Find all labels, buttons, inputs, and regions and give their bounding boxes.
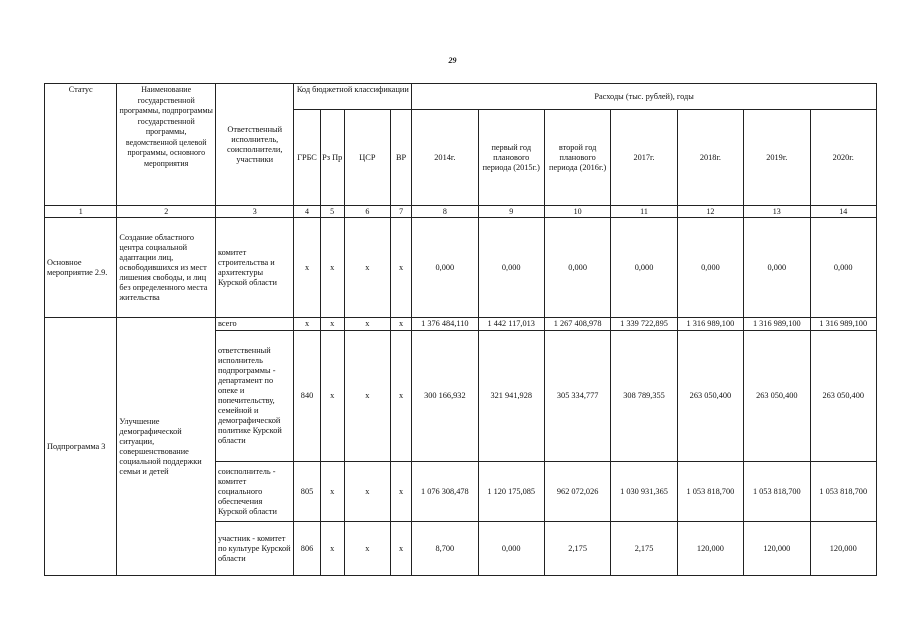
row-value-2020: 1 053 818,700	[810, 462, 877, 522]
header-expenses: Расходы (тыс. рублей), годы	[412, 84, 877, 110]
row-value-2017: 1 339 722,895	[611, 318, 677, 331]
row-value-2019: 1 316 989,100	[744, 318, 810, 331]
header-2014: 2014г.	[412, 110, 478, 206]
event-vr: х	[391, 218, 412, 318]
header-vr: ВР	[391, 110, 412, 206]
row-csr: х	[344, 331, 390, 462]
row-value-2014: 1 376 484,110	[412, 318, 478, 331]
row-rzpr: х	[320, 331, 344, 462]
header-row-1	[45, 84, 877, 110]
col-number: 6	[344, 206, 390, 218]
col-number: 11	[611, 206, 677, 218]
row-grbs: 840	[294, 331, 320, 462]
row-responsible: участник - комитет по культуре Курской области	[216, 522, 294, 576]
row-value-2015: 321 941,928	[478, 331, 544, 462]
row-value-2019: 1 053 818,700	[744, 462, 810, 522]
header-2020: 2020г.	[810, 110, 877, 206]
header-2018: 2018г.	[677, 110, 743, 206]
subprogram-name: Улучшение демографической ситуации, совершенствование социальной поддержки семьи и детей	[117, 318, 216, 576]
row-value-2016: 1 267 408,978	[544, 318, 610, 331]
header-2016: второй год планового периода (2016г.)	[544, 110, 610, 206]
header-responsible: Ответственный исполнитель, соисполнители, участники	[216, 84, 294, 206]
col-number: 14	[810, 206, 877, 218]
row-vr: х	[391, 318, 412, 331]
header-rzpr: Рз Пр	[320, 110, 344, 206]
row-rzpr: х	[320, 318, 344, 331]
header-name: Наименование государственной программы, подпрограммы государственной программы, ведомственной целевой программы, основного мероприятия	[117, 84, 216, 206]
table-row-subprogram-total	[45, 318, 877, 331]
page-number: 29	[448, 56, 457, 65]
header-2017: 2017г.	[611, 110, 677, 206]
row-responsible: соисполнитель - комитет социального обеспечения Курской области	[216, 462, 294, 522]
row-value-2018: 120,000	[677, 522, 743, 576]
row-rzpr: х	[320, 522, 344, 576]
row-grbs: х	[294, 318, 320, 331]
col-number: 1	[45, 206, 117, 218]
row-value-2015: 1 120 175,085	[478, 462, 544, 522]
row-value-2014: 300 166,932	[412, 331, 478, 462]
header-grbs: ГРБС	[294, 110, 320, 206]
row-value-2020: 263 050,400	[810, 331, 877, 462]
header-2015: первый год планового периода (2015г.)	[478, 110, 544, 206]
row-value-2017: 308 789,355	[611, 331, 677, 462]
event-value-2019: 0,000	[744, 218, 810, 318]
row-responsible: ответственный исполнитель подпрограммы - департамент по опеке и попечительству, семейной и демографической политике Курской области	[216, 331, 294, 462]
col-number: 5	[320, 206, 344, 218]
col-number: 8	[412, 206, 478, 218]
row-vr: х	[391, 522, 412, 576]
row-vr: х	[391, 331, 412, 462]
table-row-event-2-9	[45, 218, 877, 318]
row-value-2015: 0,000	[478, 522, 544, 576]
row-value-2017: 2,175	[611, 522, 677, 576]
row-value-2015: 1 442 117,013	[478, 318, 544, 331]
event-value-2020: 0,000	[810, 218, 877, 318]
col-number: 3	[216, 206, 294, 218]
column-number-row	[45, 206, 877, 218]
row-csr: х	[344, 522, 390, 576]
row-value-2020: 120,000	[810, 522, 877, 576]
row-value-2014: 1 076 308,478	[412, 462, 478, 522]
row-grbs: 806	[294, 522, 320, 576]
row-value-2016: 305 334,777	[544, 331, 610, 462]
event-name: Создание областного центра социальной адаптации лиц, освободившихся из мест лишения свободы, и лиц без определенного места жительства	[117, 218, 216, 318]
event-value-2015: 0,000	[478, 218, 544, 318]
row-vr: х	[391, 462, 412, 522]
header-status: Статус	[45, 84, 117, 206]
row-value-2017: 1 030 931,365	[611, 462, 677, 522]
header-csr: ЦСР	[344, 110, 390, 206]
row-responsible: всего	[216, 318, 294, 331]
col-number: 9	[478, 206, 544, 218]
row-value-2014: 8,700	[412, 522, 478, 576]
row-value-2018: 263 050,400	[677, 331, 743, 462]
row-csr: х	[344, 318, 390, 331]
header-budget-code: Код бюджетной классификации	[294, 84, 412, 110]
col-number: 2	[117, 206, 216, 218]
event-value-2016: 0,000	[544, 218, 610, 318]
header-2019: 2019г.	[744, 110, 810, 206]
row-value-2019: 120,000	[744, 522, 810, 576]
row-value-2018: 1 316 989,100	[677, 318, 743, 331]
row-value-2016: 962 072,026	[544, 462, 610, 522]
event-csr: х	[344, 218, 390, 318]
budget-table	[44, 83, 877, 576]
col-number: 12	[677, 206, 743, 218]
row-grbs: 805	[294, 462, 320, 522]
col-number: 4	[294, 206, 320, 218]
event-rzpr: х	[320, 218, 344, 318]
row-value-2020: 1 316 989,100	[810, 318, 877, 331]
event-value-2017: 0,000	[611, 218, 677, 318]
event-status: Основное мероприятие 2.9.	[45, 218, 117, 318]
subprogram-status: Подпрограмма 3	[45, 318, 117, 576]
col-number: 7	[391, 206, 412, 218]
row-csr: х	[344, 462, 390, 522]
row-rzpr: х	[320, 462, 344, 522]
event-grbs: х	[294, 218, 320, 318]
row-value-2016: 2,175	[544, 522, 610, 576]
event-responsible: комитет строительства и архитектуры Курской области	[216, 218, 294, 318]
col-number: 10	[544, 206, 610, 218]
row-value-2019: 263 050,400	[744, 331, 810, 462]
event-value-2018: 0,000	[677, 218, 743, 318]
event-value-2014: 0,000	[412, 218, 478, 318]
col-number: 13	[744, 206, 810, 218]
row-value-2018: 1 053 818,700	[677, 462, 743, 522]
